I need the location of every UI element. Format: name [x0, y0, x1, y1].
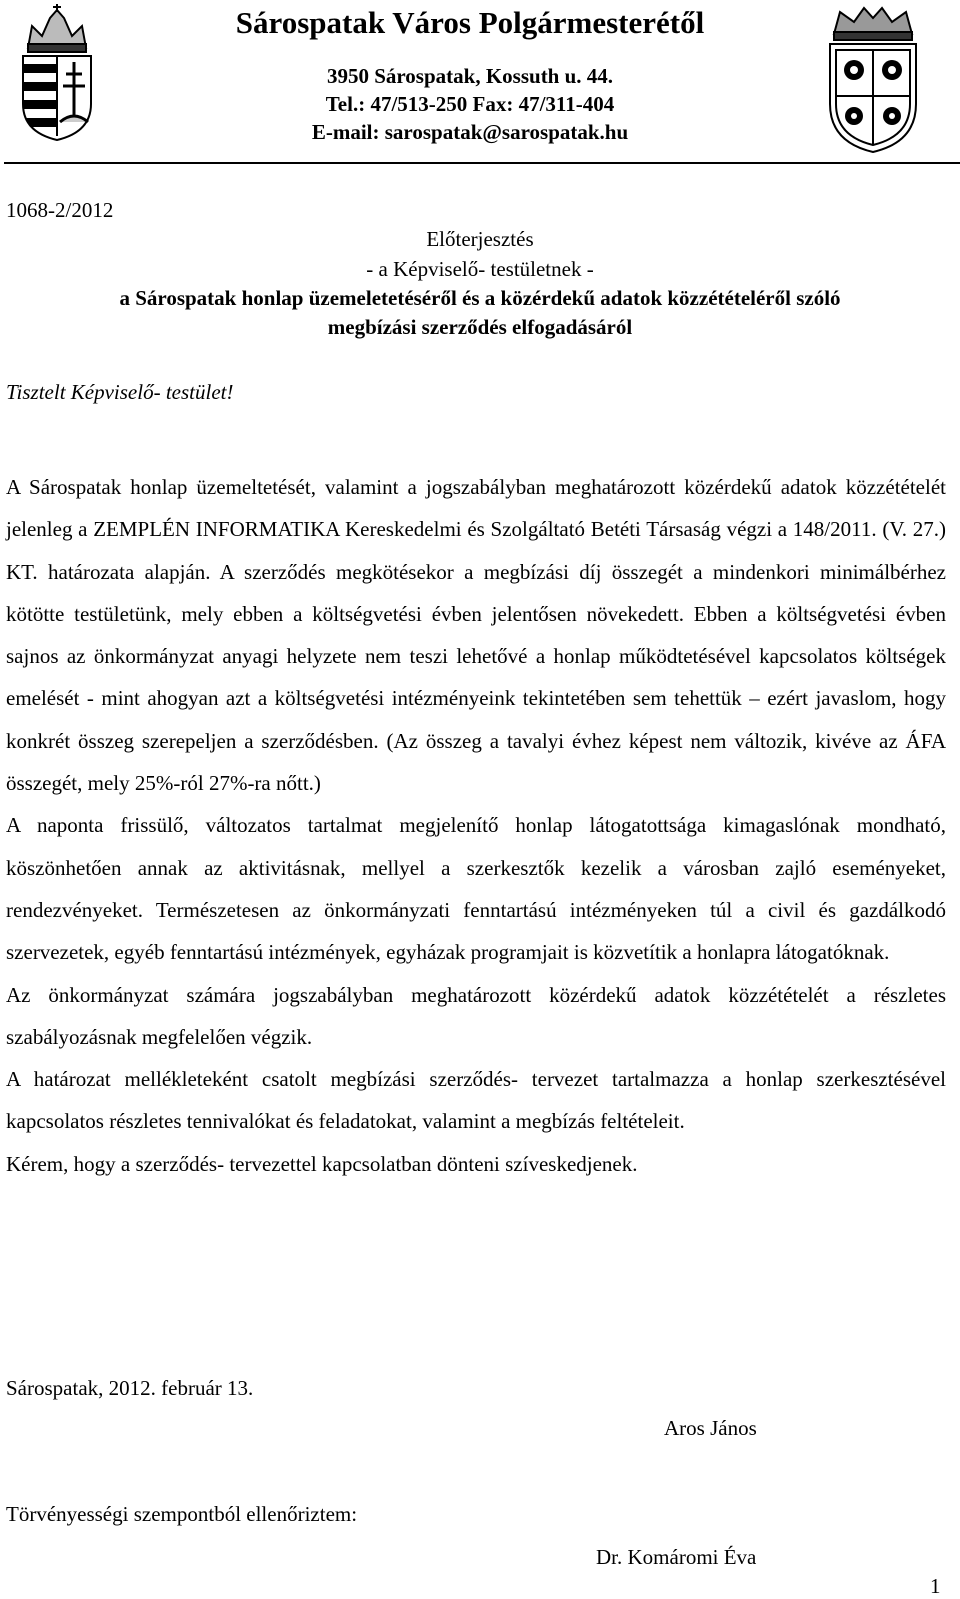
letterhead-phone: Tel.: 47/513-250 Fax: 47/311-404: [325, 92, 615, 116]
letterhead-address: 3950 Sárospatak, Kossuth u. 44.: [326, 64, 614, 88]
body-paragraph: A naponta frissülő, változatos tartalmat megjelenítő honlap látogatottsága kimagaslónak mondható, köszönhetően annak az aktivitásnak, mellyel a szerkesztők kezelik a városban zajló eseményeket, rendezvényeket. Természetesen az önkormányzati fenntartású intézményeken túl a civil és gazdálkodó szervezetek, egyéb fenntartású intézmények, egyházak programjait is közvetítik a honlapra látogatóknak.: [6, 813, 946, 965]
body-paragraph: A határozat mellékleteként csatolt megbízási szerződés- tervezet tartalmazza a honlap szerkesztésével kapcsolatos részletes tennivalókat és feladatokat, valamint a megbízás feltételeit.: [6, 1067, 946, 1134]
header-divider: [4, 162, 960, 164]
reference-number: 1068-2/2012: [6, 198, 114, 222]
place-and-date: Sárospatak, 2012. február 13.: [6, 1376, 254, 1400]
legal-check-statement: Törvényességi szempontból ellenőriztem:: [6, 1502, 358, 1526]
doc-addressee: - a Képviselő- testületnek -: [366, 257, 594, 281]
salutation: Tisztelt Képviselő- testület!: [6, 380, 234, 404]
body-paragraph: A Sárospatak honlap üzemeltetését, valamint a jogszabályban meghatározott közérdekű adatok közzétételét jelenleg a ZEMPLÉN INFORMATIKA Kereskedelmi és Szolgáltató Betéti Társaság végzi a 148/2011. (V. 27.) KT. határozata alapján. A szerződés megkötésekor a megbízási díj összegét a mindenkori minimálbérhez kötötte testületünk, mely ebben a költségvetési évben jelentősen növekedett. Ebben a költségvetési évben sajnos az önkormányzat anyagi helyzete nem teszi lehetővé a honlap működtetésével kapcsolatos költségek emelését - mint ahogyan azt a költségvetési intézményeink tekintetében sem tehettük – ezért javaslom, hogy konkrét összeg szerepeljen a szerződésben. (Az összeg a tavalyi évhez képest nem változik, kivéve az ÁFA összegét, mely 25%-ról 27%-ra nőtt.): [6, 475, 946, 796]
body-paragraph: Kérem, hogy a szerződés- tervezettel kapcsolatban dönteni szíveskedjenek.: [6, 1151, 638, 1176]
doc-subject-line-1: a Sárospatak honlap üzemeletetéséről és a közérdekű adatok közzétételéről szóló: [119, 286, 841, 310]
doc-subject-line-2: megbízási szerződés elfogadásáról: [327, 315, 633, 339]
letterhead-email: E-mail: sarospatak@sarospatak.hu: [311, 120, 629, 144]
sarospatak-town-crest-logo: [826, 4, 920, 154]
body-paragraph: Az önkormányzat számára jogszabályban meghatározott közérdekű adatok közzétételét a részletes szabályozásnak megfelelően végzik.: [6, 982, 946, 1049]
letterhead-title: Sárospatak Város Polgármesterétől: [235, 5, 705, 40]
hungarian-coat-of-arms-logo: [18, 4, 96, 142]
body-text: [6, 466, 946, 1185]
signatory-mayor: Aros János: [664, 1416, 757, 1440]
doc-heading: Előterjesztés: [426, 227, 534, 251]
signatory-notary: Dr. Komáromi Éva: [596, 1545, 757, 1569]
page-number: 1: [930, 1574, 941, 1598]
